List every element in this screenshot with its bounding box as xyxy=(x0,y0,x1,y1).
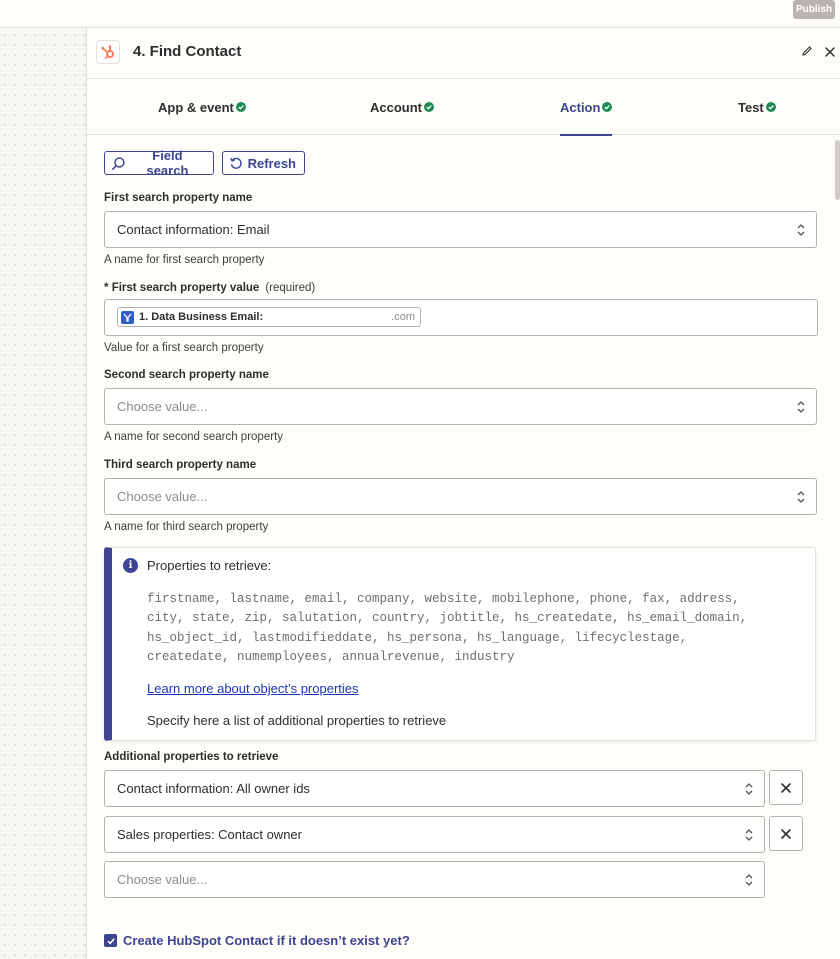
refresh-button[interactable] xyxy=(222,151,305,175)
create-contact-label[interactable]: Create HubSpot Contact if it doesn’t exist yet? xyxy=(123,933,410,948)
chevron-updown-icon xyxy=(744,828,754,842)
tab-label: Test xyxy=(738,99,764,115)
close-icon xyxy=(780,828,792,840)
close-icon xyxy=(780,782,792,794)
search-icon xyxy=(111,156,126,171)
first-search-name-label: First search property name xyxy=(104,192,253,204)
properties-line: hs_object_id, lastmodifieddate, hs_persona, hs_language, lifecyclestage, xyxy=(147,630,688,645)
required-text: (required) xyxy=(265,282,316,294)
first-search-value-help: Value for a first search property xyxy=(104,342,264,354)
check-icon xyxy=(424,102,434,112)
remove-property-button[interactable] xyxy=(769,770,803,805)
properties-line: firstname, lastname, email, company, website, mobilephone, phone, fax, address, xyxy=(147,592,740,606)
remove-property-button[interactable] xyxy=(769,816,803,851)
first-search-value-label-text: First search property value xyxy=(111,282,260,294)
close-icon[interactable] xyxy=(823,45,837,59)
field-search-label: Field search xyxy=(146,148,189,178)
chevron-updown-icon xyxy=(796,490,806,504)
third-search-name-label: Third search property name xyxy=(104,459,257,471)
tab-label: Action xyxy=(560,99,601,115)
chevron-updown-icon xyxy=(796,400,806,414)
additional-property-placeholder: Choose value... xyxy=(117,872,208,887)
info-icon: i xyxy=(123,558,138,573)
properties-line: city, state, zip, salutation, country, jobtitle, hs_createdate, hs_email_domain, xyxy=(147,611,748,626)
tab-test[interactable] xyxy=(738,79,776,135)
additional-property-value: Contact information: All owner ids xyxy=(117,781,310,796)
data-app-icon xyxy=(121,311,134,324)
info-description: Specify here a list of additional properties to retrieve xyxy=(147,713,447,728)
chevron-updown-icon xyxy=(744,873,754,887)
step-header xyxy=(87,28,840,78)
top-bar xyxy=(0,0,840,28)
learn-more-link[interactable]: Learn more about object’s properties xyxy=(147,681,359,696)
info-title: Properties to retrieve: xyxy=(147,558,272,573)
chevron-updown-icon xyxy=(744,782,754,796)
additional-property-value: Sales properties: Contact owner xyxy=(117,827,302,842)
first-search-name-select[interactable] xyxy=(104,211,817,248)
tab-label: App & event xyxy=(158,99,234,115)
second-search-name-help: A name for second search property xyxy=(104,431,283,443)
additional-properties-label: Additional properties to retrieve xyxy=(104,751,279,763)
third-search-name-select[interactable] xyxy=(104,478,817,515)
step-tabs xyxy=(87,78,840,135)
first-search-value-label xyxy=(104,282,315,294)
step-panel xyxy=(86,28,840,959)
required-marker: * xyxy=(104,282,109,294)
additional-property-select[interactable] xyxy=(104,770,765,807)
first-search-value-input[interactable] xyxy=(104,299,818,336)
check-icon xyxy=(766,102,776,112)
scrollbar-thumb[interactable] xyxy=(835,140,840,200)
checkmark-icon xyxy=(106,936,116,946)
publish-button[interactable]: Publish xyxy=(793,0,835,19)
tab-action[interactable] xyxy=(560,79,612,135)
check-icon xyxy=(602,102,612,112)
pill-label: 1. Data Business Email: xyxy=(139,311,264,323)
additional-property-select[interactable] xyxy=(104,816,765,853)
scrollbar-track xyxy=(832,135,840,959)
second-search-name-label: Second search property name xyxy=(104,369,269,381)
field-search-button[interactable] xyxy=(104,148,214,178)
properties-list xyxy=(147,590,797,667)
create-contact-checkbox[interactable] xyxy=(104,934,117,947)
second-search-name-select[interactable] xyxy=(104,388,817,425)
third-search-name-placeholder: Choose value... xyxy=(117,489,208,504)
refresh-icon xyxy=(229,156,244,171)
mapped-field-pill[interactable] xyxy=(117,307,421,327)
tab-label: Account xyxy=(370,99,422,115)
third-search-name-help: A name for third search property xyxy=(104,521,269,533)
second-search-name-placeholder: Choose value... xyxy=(117,399,208,414)
pencil-icon[interactable] xyxy=(801,45,813,57)
properties-info-box xyxy=(104,547,816,741)
tab-app-event[interactable] xyxy=(158,79,246,135)
first-search-name-help: A name for first search property xyxy=(104,254,265,266)
hubspot-icon xyxy=(96,40,120,64)
step-title[interactable]: 4. Find Contact xyxy=(133,43,242,60)
chevron-updown-icon xyxy=(796,223,806,237)
tab-account[interactable] xyxy=(370,79,434,135)
first-search-name-value: Contact information: Email xyxy=(117,222,270,237)
properties-line: createdate, numemployees, annualrevenue, industry xyxy=(147,649,515,664)
create-contact-option xyxy=(104,933,410,948)
pill-value: .com xyxy=(391,311,415,323)
refresh-label: Refresh xyxy=(247,155,296,171)
additional-property-select-empty[interactable] xyxy=(104,861,765,898)
check-icon xyxy=(236,102,246,112)
